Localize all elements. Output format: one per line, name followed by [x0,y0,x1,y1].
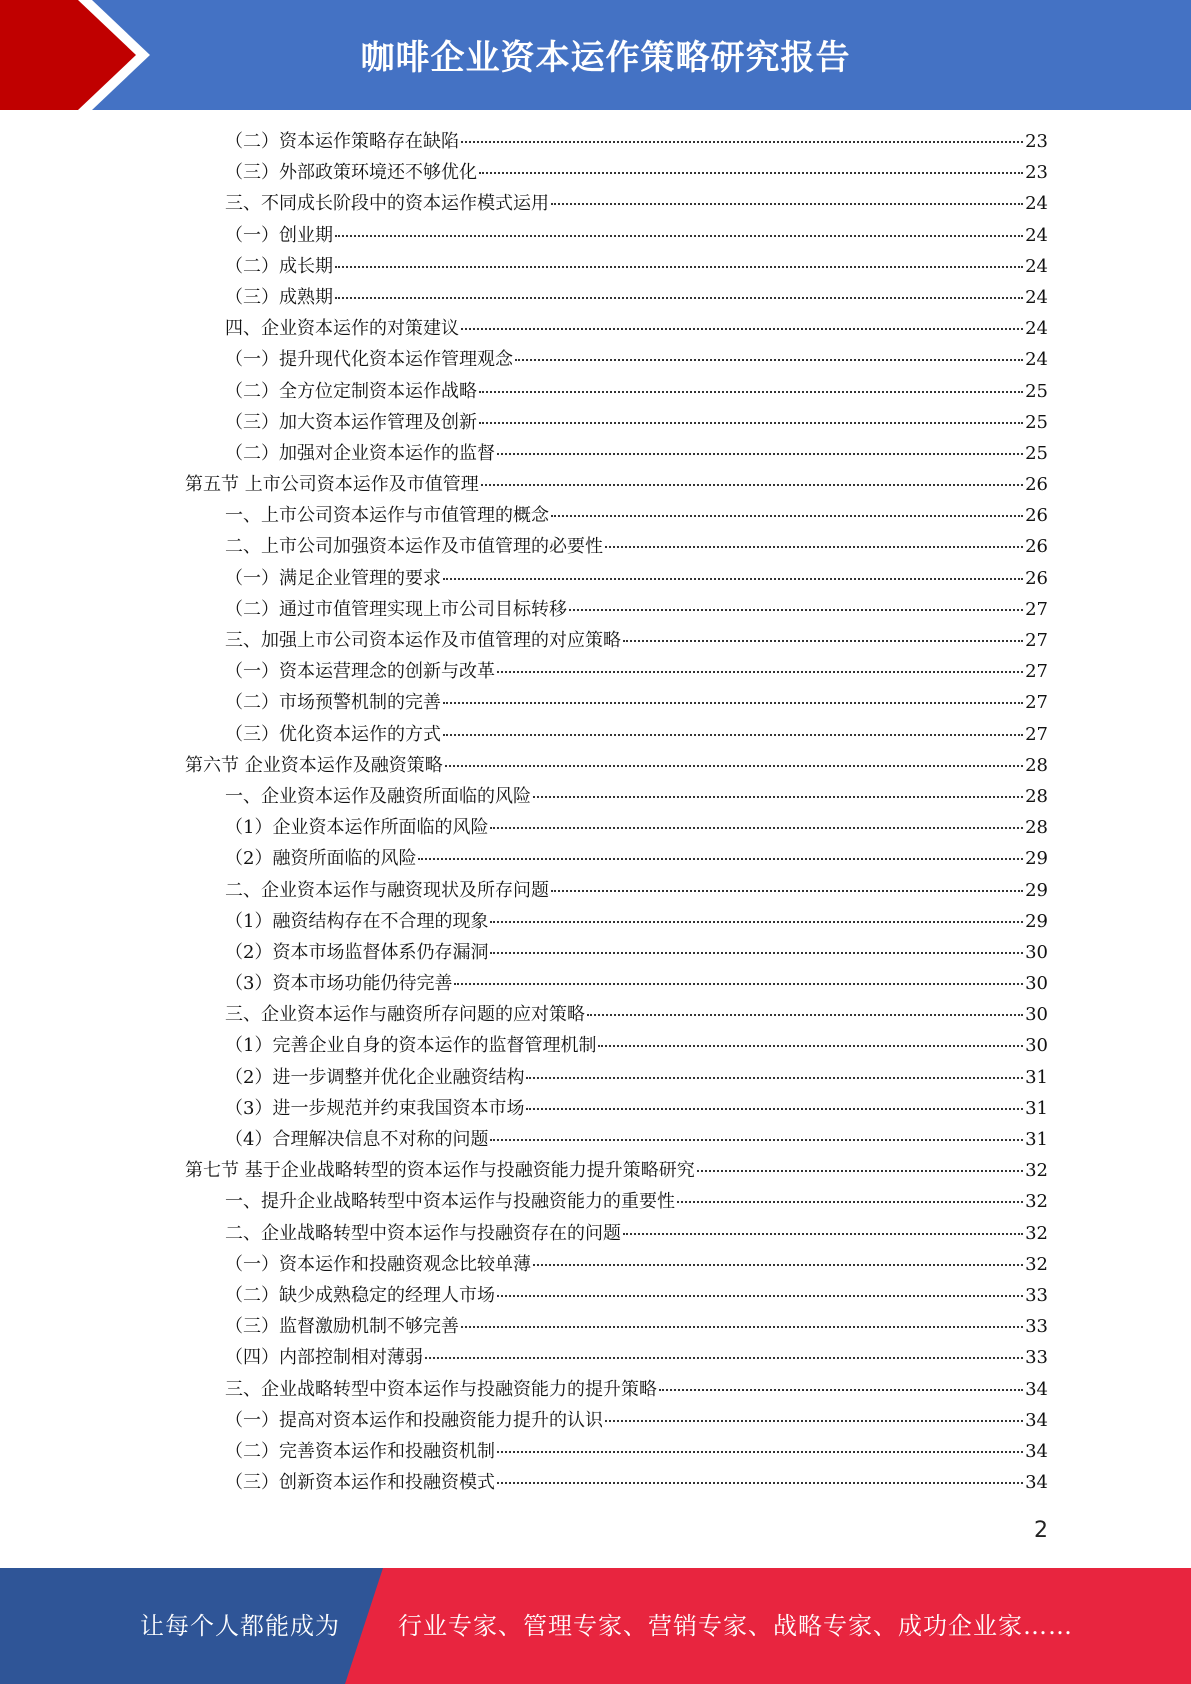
toc-dot-leader [533,796,1023,798]
toc-dot-leader [659,1389,1023,1391]
toc-dot-leader [623,640,1023,642]
toc-entry[interactable] [185,906,1048,937]
toc-entry[interactable] [185,313,1048,344]
toc-entry-title: （三）外部政策环境还不够优化 [225,162,477,184]
toc-entry[interactable] [185,1436,1048,1467]
toc-entry-page: 24 [1025,255,1048,277]
toc-entry[interactable] [185,999,1048,1030]
toc-entry[interactable] [185,1249,1048,1280]
toc-entry-page: 34 [1025,1378,1048,1400]
toc-entry-page: 33 [1025,1284,1048,1306]
toc-entry-title: （二）全方位定制资本运作战略 [225,380,477,402]
toc-entry-page: 26 [1025,505,1048,527]
toc-entry[interactable] [185,1218,1048,1249]
toc-entry-title: （一）资本运作和投融资观念比较单薄 [225,1253,531,1275]
toc-dot-leader [551,890,1023,892]
toc-entry-page: 30 [1025,973,1048,995]
toc-entry-title: 三、企业战略转型中资本运作与投融资能力的提升策略 [225,1378,657,1400]
toc-entry[interactable] [185,1405,1048,1436]
toc-entry[interactable] [185,812,1048,843]
toc-entry-page: 32 [1025,1191,1048,1213]
toc-entry[interactable] [185,750,1048,781]
toc-entry-title: （3）进一步规范并约束我国资本市场 [225,1097,525,1119]
toc-dot-leader [479,172,1023,174]
toc-entry-page: 30 [1025,1004,1048,1026]
toc-entry[interactable] [185,968,1048,999]
toc-entry-title: 二、上市公司加强资本运作及市值管理的必要性 [225,536,603,558]
toc-entry-title: 一、提升企业战略转型中资本运作与投融资能力的重要性 [225,1191,675,1213]
toc-entry-page: 34 [1025,1409,1048,1431]
toc-entry[interactable] [185,126,1048,157]
toc-entry[interactable] [185,656,1048,687]
toc-entry-title: 四、企业资本运作的对策建议 [225,318,459,340]
toc-entry[interactable] [185,1311,1048,1342]
toc-entry-page: 29 [1025,879,1048,901]
toc-dot-leader [533,1264,1023,1266]
toc-entry-page: 33 [1025,1347,1048,1369]
toc-dot-leader [443,578,1023,580]
toc-entry-title: （2）融资所面临的风险 [225,848,417,870]
toc-entry[interactable] [185,625,1048,656]
toc-dot-leader [526,1108,1023,1110]
toc-entry[interactable] [185,843,1048,874]
toc-entry-title: （一）提高对资本运作和投融资能力提升的认识 [225,1409,603,1431]
toc-entry-title: （二）市场预警机制的完善 [225,692,441,714]
toc-entry-title: 一、企业资本运作及融资所面临的风险 [225,785,531,807]
toc-entry-page: 30 [1025,1035,1048,1057]
toc-entry-page: 31 [1025,1066,1048,1088]
toc-entry[interactable] [185,438,1048,469]
toc-entry-title: （一）创业期 [225,224,333,246]
toc-entry-title: （4）合理解决信息不对称的问题 [225,1129,489,1150]
toc-entry-title: 三、不同成长阶段中的资本运作模式运用 [225,193,549,215]
toc-entry[interactable] [185,1374,1048,1405]
toc-dot-leader [479,391,1023,393]
toc-entry[interactable] [185,1155,1048,1186]
document-title: 咖啡企业资本运作策略研究报告 [360,38,851,78]
toc-entry-title: （二）成长期 [225,255,333,277]
toc-dot-leader [605,1420,1023,1422]
toc-dot-leader [526,1077,1023,1079]
toc-dot-leader [425,1357,1023,1359]
toc-entry-page: 32 [1025,1160,1048,1182]
toc-entry[interactable] [185,563,1048,594]
footer-slogan-right: 行业专家、管理专家、营销专家、战略专家、成功企业家…… [398,1612,1073,1640]
toc-entry-title: 三、企业资本运作与融资所存问题的应对策略 [225,1004,585,1026]
toc-dot-leader [461,328,1023,330]
toc-entry-page: 34 [1025,1472,1048,1494]
toc-dot-leader [587,1014,1023,1016]
toc-entry-page: 27 [1025,692,1048,714]
toc-entry-title: （三）创新资本运作和投融资模式 [225,1472,495,1494]
toc-entry[interactable] [185,937,1048,968]
footer-slogan-left: 让每个人都能成为 [140,1612,340,1640]
toc-entry-page: 28 [1025,785,1048,807]
toc-entry-page: 25 [1025,380,1048,402]
toc-entry-title: （三）监督激励机制不够完善 [225,1316,459,1338]
toc-dot-leader [335,266,1023,268]
toc-entry-title: （二）通过市值管理实现上市公司目标转移 [225,598,567,620]
toc-dot-leader [569,609,1023,611]
toc-dot-leader [605,546,1023,548]
toc-entry-page: 27 [1025,598,1048,620]
toc-entry[interactable] [185,251,1048,282]
toc-entry-title: （三）成熟期 [225,286,333,308]
toc-entry-title: （2）资本市场监督体系仍存漏洞 [225,941,489,963]
toc-dot-leader [697,1170,1023,1172]
toc-entry-title: （二）缺少成熟稳定的经理人市场 [225,1284,495,1306]
toc-entry-page: 25 [1025,442,1048,464]
toc-entry-title: （三）加大资本运作管理及创新 [225,411,477,433]
toc-entry[interactable] [185,1062,1048,1093]
toc-dot-leader [443,734,1023,736]
toc-entry[interactable] [185,687,1048,718]
toc-entry-page: 32 [1025,1253,1048,1275]
toc-dot-leader [445,765,1023,767]
toc-entry-title: 三、加强上市公司资本运作及市值管理的对应策略 [225,630,621,651]
toc-entry-title: （1）完善企业自身的资本运作的监督管理机制 [225,1035,597,1057]
toc-entry-page: 31 [1025,1097,1048,1119]
toc-dot-leader [497,1451,1023,1453]
page-footer [0,1568,1191,1684]
toc-entry-title: （二）完善资本运作和投融资机制 [225,1440,495,1462]
toc-entry-title: （1）企业资本运作所面临的风险 [225,817,489,839]
toc-entry-page: 24 [1025,193,1048,215]
page-number: 2 [1034,1518,1048,1543]
toc-dot-leader [490,1139,1023,1141]
toc-entry-page: 23 [1025,162,1048,184]
toc-entry-title: 第六节 企业资本运作及融资策略 [185,754,443,776]
toc-dot-leader [551,515,1023,517]
toc-entry-page: 28 [1025,754,1048,776]
toc-entry[interactable] [185,781,1048,812]
toc-entry-page: 30 [1025,941,1048,963]
toc-dot-leader [677,1201,1023,1203]
toc-entry[interactable] [185,531,1048,562]
toc-entry-page: 29 [1025,910,1048,932]
toc-entry-page: 26 [1025,536,1048,558]
toc-entry-title: 一、上市公司资本运作与市值管理的概念 [225,505,549,527]
toc-entry-page: 31 [1025,1129,1048,1150]
toc-entry[interactable] [185,1280,1048,1311]
toc-entry-page: 26 [1025,474,1048,496]
toc-entry-title: （2）进一步调整并优化企业融资结构 [225,1066,525,1088]
toc-entry-page: 27 [1025,630,1048,651]
toc-entry-title: （四）内部控制相对薄弱 [225,1347,423,1369]
toc-entry[interactable] [185,1467,1048,1498]
toc-entry-page: 24 [1025,224,1048,246]
toc-entry[interactable] [185,1030,1048,1061]
toc-entry-title: （三）优化资本运作的方式 [225,723,441,745]
toc-dot-leader [454,983,1023,985]
toc-dot-leader [551,203,1023,205]
toc-dot-leader [481,484,1023,486]
toc-dot-leader [418,858,1023,860]
toc-entry-title: （二）加强对企业资本运作的监督 [225,442,495,464]
toc-entry[interactable] [185,1186,1048,1217]
toc-entry-page: 25 [1025,411,1048,433]
toc-entry-page: 32 [1025,1222,1048,1244]
toc-dot-leader [479,422,1023,424]
toc-dot-leader [497,1482,1023,1484]
toc-entry-page: 28 [1025,817,1048,839]
toc-entry[interactable] [185,220,1048,251]
toc-entry[interactable] [185,594,1048,625]
toc-entry[interactable] [185,1093,1048,1124]
toc-entry-page: 33 [1025,1316,1048,1338]
toc-entry-page: 27 [1025,723,1048,745]
toc-dot-leader [490,921,1023,923]
toc-entry[interactable] [185,719,1048,750]
toc-entry-title: 二、企业资本运作与融资现状及所存问题 [225,879,549,901]
toc-entry-page: 24 [1025,349,1048,371]
toc-dot-leader [443,702,1023,704]
toc-entry-title: 第七节 基于企业战略转型的资本运作与投融资能力提升策略研究 [185,1160,695,1182]
toc-dot-leader [490,827,1023,829]
toc-dot-leader [497,671,1023,673]
toc-entry-title: （1）融资结构存在不合理的现象 [225,910,489,932]
toc-entry[interactable] [185,157,1048,188]
toc-entry-page: 34 [1025,1440,1048,1462]
toc-entry-page: 24 [1025,286,1048,308]
toc-dot-leader [623,1233,1023,1235]
toc-entry[interactable] [185,376,1048,407]
toc-entry[interactable] [185,188,1048,219]
toc-entry[interactable] [185,344,1048,375]
toc-entry[interactable] [185,1342,1048,1373]
toc-dot-leader [490,952,1023,954]
toc-entry-title: 第五节 上市公司资本运作及市值管理 [185,474,479,496]
toc-dot-leader [497,1295,1023,1297]
toc-dot-leader [598,1045,1023,1047]
page-header [0,0,1191,110]
toc-entry[interactable] [185,500,1048,531]
toc-dot-leader [461,1326,1023,1328]
toc-entry[interactable] [185,407,1048,438]
toc-entry[interactable] [185,282,1048,313]
toc-dot-leader [335,297,1023,299]
toc-dot-leader [335,235,1023,237]
toc-entry-page: 23 [1025,131,1048,152]
toc-entry[interactable] [185,1124,1048,1155]
toc-entry-page: 29 [1025,848,1048,870]
toc-entry[interactable] [185,875,1048,906]
toc-dot-leader [497,453,1023,455]
toc-dot-leader [515,359,1023,361]
toc-entry-page: 27 [1025,661,1048,683]
toc-entry-title: （一）提升现代化资本运作管理观念 [225,349,513,371]
table-of-contents [185,126,1048,1498]
toc-entry-title: （一）满足企业管理的要求 [225,567,441,589]
toc-entry-title: 二、企业战略转型中资本运作与投融资存在的问题 [225,1222,621,1244]
toc-entry-title: （二）资本运作策略存在缺陷 [225,131,459,152]
toc-entry[interactable] [185,469,1048,500]
toc-entry-title: （3）资本市场功能仍待完善 [225,973,453,995]
toc-entry-page: 24 [1025,318,1048,340]
toc-entry-page: 26 [1025,567,1048,589]
toc-dot-leader [461,141,1023,143]
toc-entry-title: （一）资本运营理念的创新与改革 [225,661,495,683]
